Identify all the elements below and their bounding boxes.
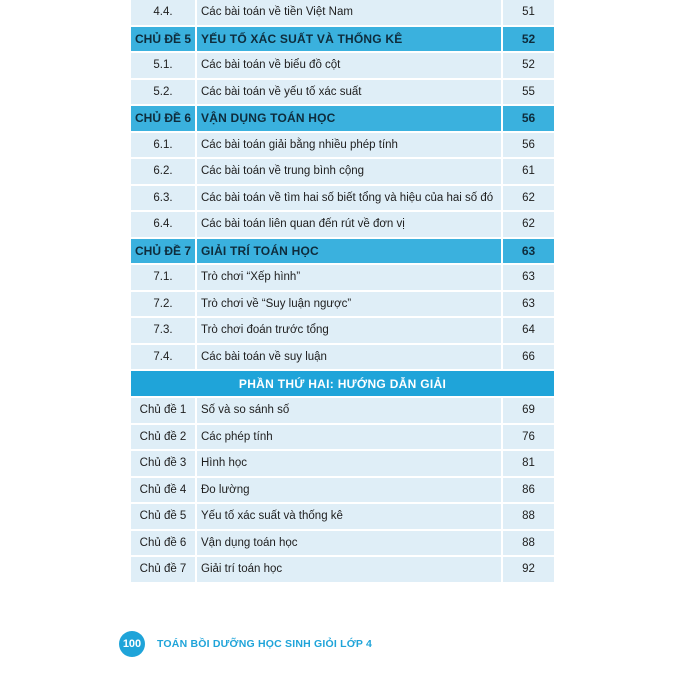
toc-row bbox=[131, 425, 554, 450]
toc-entry-page: 63 bbox=[503, 265, 554, 290]
toc-row bbox=[131, 0, 554, 25]
toc-row bbox=[131, 80, 554, 105]
toc-entry-title: Đo lường bbox=[197, 478, 501, 503]
toc-entry-number: Chủ đề 2 bbox=[131, 425, 195, 450]
toc-entry-number: 5.1. bbox=[131, 53, 195, 78]
toc-row bbox=[131, 53, 554, 78]
toc-entry-page: 63 bbox=[503, 239, 554, 264]
toc-entry-number: 5.2. bbox=[131, 80, 195, 105]
toc-entry-title: Vận dụng toán học bbox=[197, 531, 501, 556]
toc-entry-number: Chủ đề 6 bbox=[131, 531, 195, 556]
toc-row bbox=[131, 478, 554, 503]
toc-row bbox=[131, 318, 554, 343]
toc-entry-page: 92 bbox=[503, 557, 554, 582]
toc-entry-title: Trò chơi về “Suy luận ngược” bbox=[197, 292, 501, 317]
toc-entry-title: Số và so sánh số bbox=[197, 398, 501, 423]
toc-part1-rows bbox=[131, 0, 554, 369]
toc-entry-page: 64 bbox=[503, 318, 554, 343]
toc-entry-number: Chủ đề 1 bbox=[131, 398, 195, 423]
toc-entry-page: 81 bbox=[503, 451, 554, 476]
toc-entry-page: 86 bbox=[503, 478, 554, 503]
toc-entry-number: 6.4. bbox=[131, 212, 195, 237]
toc-entry-title: Yếu tố xác suất và thống kê bbox=[197, 504, 501, 529]
table-of-contents bbox=[131, 0, 554, 584]
toc-row bbox=[131, 212, 554, 237]
page-footer bbox=[119, 631, 372, 657]
toc-entry-number: Chủ đề 5 bbox=[131, 504, 195, 529]
toc-chapter-row bbox=[131, 106, 554, 131]
toc-entry-number: Chủ đề 3 bbox=[131, 451, 195, 476]
toc-entry-page: 55 bbox=[503, 80, 554, 105]
toc-row bbox=[131, 159, 554, 184]
section-heading: PHẦN THỨ HAI: HƯỚNG DẪN GIẢI bbox=[131, 371, 554, 396]
toc-entry-title: Giải trí toán học bbox=[197, 557, 501, 582]
toc-entry-page: 52 bbox=[503, 53, 554, 78]
toc-entry-page: 76 bbox=[503, 425, 554, 450]
toc-entry-title: GIẢI TRÍ TOÁN HỌC bbox=[197, 239, 501, 264]
toc-entry-number: 6.1. bbox=[131, 133, 195, 158]
toc-entry-number: 7.4. bbox=[131, 345, 195, 370]
toc-entry-page: 56 bbox=[503, 106, 554, 131]
toc-entry-title: Các bài toán về tiền Việt Nam bbox=[197, 0, 501, 25]
toc-entry-title: YẾU TỐ XÁC SUẤT VÀ THỐNG KÊ bbox=[197, 27, 501, 52]
toc-entry-title: Các bài toán về yếu tố xác suất bbox=[197, 80, 501, 105]
toc-entry-title: Các phép tính bbox=[197, 425, 501, 450]
toc-entry-page: 69 bbox=[503, 398, 554, 423]
toc-entry-title: Các bài toán về biểu đồ cột bbox=[197, 53, 501, 78]
toc-entry-number: 6.3. bbox=[131, 186, 195, 211]
book-title: TOÁN BỒI DƯỠNG HỌC SINH GIỎI LỚP 4 bbox=[157, 638, 373, 650]
toc-entry-number: 4.4. bbox=[131, 0, 195, 25]
toc-entry-page: 52 bbox=[503, 27, 554, 52]
toc-entry-title: Các bài toán giải bằng nhiều phép tính bbox=[197, 133, 501, 158]
toc-entry-title: Trò chơi đoán trước tổng bbox=[197, 318, 501, 343]
toc-entry-number: 7.2. bbox=[131, 292, 195, 317]
toc-chapter-row bbox=[131, 27, 554, 52]
toc-entry-page: 88 bbox=[503, 531, 554, 556]
toc-entry-page: 66 bbox=[503, 345, 554, 370]
toc-row bbox=[131, 133, 554, 158]
toc-entry-title: Hình học bbox=[197, 451, 501, 476]
toc-chapter-row bbox=[131, 239, 554, 264]
toc-row bbox=[131, 557, 554, 582]
toc-row bbox=[131, 186, 554, 211]
toc-row bbox=[131, 398, 554, 423]
toc-row bbox=[131, 531, 554, 556]
toc-entry-page: 51 bbox=[503, 0, 554, 25]
toc-row bbox=[131, 504, 554, 529]
toc-entry-title: Các bài toán về trung bình cộng bbox=[197, 159, 501, 184]
toc-entry-title: Các bài toán về suy luận bbox=[197, 345, 501, 370]
toc-entry-title: Trò chơi “Xếp hình” bbox=[197, 265, 501, 290]
toc-entry-number: 6.2. bbox=[131, 159, 195, 184]
toc-entry-number: CHỦ ĐỀ 7 bbox=[131, 239, 195, 264]
toc-part2-rows bbox=[131, 398, 554, 582]
toc-entry-page: 62 bbox=[503, 186, 554, 211]
toc-row bbox=[131, 345, 554, 370]
toc-entry-number: CHỦ ĐỀ 6 bbox=[131, 106, 195, 131]
toc-entry-number: Chủ đề 7 bbox=[131, 557, 195, 582]
toc-row bbox=[131, 451, 554, 476]
toc-entry-title: VẬN DỤNG TOÁN HỌC bbox=[197, 106, 501, 131]
toc-entry-number: CHỦ ĐỀ 5 bbox=[131, 27, 195, 52]
toc-entry-page: 63 bbox=[503, 292, 554, 317]
toc-entry-page: 61 bbox=[503, 159, 554, 184]
toc-entry-page: 88 bbox=[503, 504, 554, 529]
toc-row bbox=[131, 292, 554, 317]
toc-entry-title: Các bài toán về tìm hai số biết tổng và hiệu của hai số đó bbox=[197, 186, 501, 211]
toc-entry-number: 7.3. bbox=[131, 318, 195, 343]
toc-row bbox=[131, 265, 554, 290]
toc-entry-number: 7.1. bbox=[131, 265, 195, 290]
page-number-badge: 100 bbox=[119, 631, 145, 657]
toc-entry-number: Chủ đề 4 bbox=[131, 478, 195, 503]
toc-entry-page: 62 bbox=[503, 212, 554, 237]
toc-entry-title: Các bài toán liên quan đến rút về đơn vị bbox=[197, 212, 501, 237]
toc-entry-page: 56 bbox=[503, 133, 554, 158]
